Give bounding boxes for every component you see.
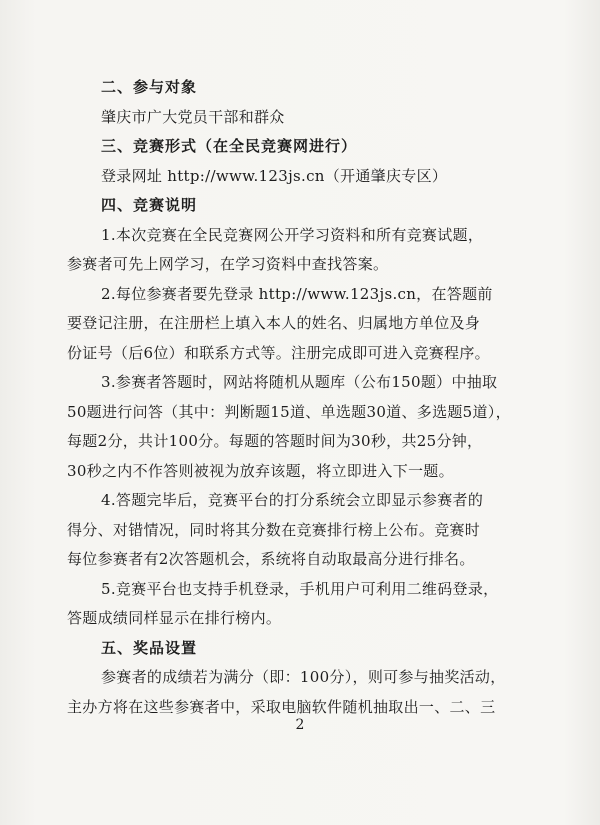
paragraph-line: 50题进行问答（其中：判断题15道、单选题30道、多选题5道）， xyxy=(67,403,511,421)
paragraph-line: 30秒之内不作答则被视为放弃该题，将立即进入下一题。 xyxy=(67,462,454,480)
section-heading-prizes: 五、奖品设置 xyxy=(101,639,198,657)
paragraph-line: 参赛者的成绩若为满分（即：100分），则可参与抽奖活动， xyxy=(101,668,506,686)
section-heading-format: 三、竞赛形式（在全民竞赛网进行） xyxy=(101,137,358,155)
paragraph-line: 肇庆市广大党员干部和群众 xyxy=(101,108,285,126)
section-heading-instructions: 四、竞赛说明 xyxy=(101,196,198,214)
paragraph-line: 登录网址 http://www.123js.cn（开通肇庆专区） xyxy=(101,167,448,185)
paragraph-line: 2.每位参赛者要先登录 http://www.123js.cn，在答题前 xyxy=(101,285,493,303)
paragraph-line: 3.参赛者答题时，网站将随机从题库（公布150题）中抽取 xyxy=(101,373,498,391)
paragraph-line: 4.答题完毕后，竞赛平台的打分系统会立即显示参赛者的 xyxy=(101,491,484,509)
paragraph-line: 5.竞赛平台也支持手机登录，手机用户可利用二维码登录， xyxy=(101,580,499,598)
paragraph-line: 1.本次竞赛在全民竞赛网公开学习资料和所有竞赛试题， xyxy=(101,226,484,244)
paragraph-line: 答题成绩同样显示在排行榜内。 xyxy=(67,609,282,627)
paragraph-line: 参赛者可先上网学习，在学习资料中查找答案。 xyxy=(67,255,389,273)
paragraph-line: 每题2分，共计100分。每题的答题时间为30秒，共25分钟， xyxy=(67,432,483,450)
paragraph-line: 主办方将在这些参赛者中，采取电脑软件随机抽取出一、二、三 xyxy=(67,698,496,716)
paragraph-line: 份证号（后6位）和联系方式等。注册完成即可进入竞赛程序。 xyxy=(67,344,490,362)
paragraph-line: 每位参赛者有2次答题机会，系统将自动取最高分进行排名。 xyxy=(67,550,475,568)
paragraph-line: 得分、对错情况，同时将其分数在竞赛排行榜上公布。竞赛时 xyxy=(67,521,481,539)
section-heading-participants: 二、参与对象 xyxy=(101,78,198,96)
paragraph-line: 要登记注册，在注册栏上填入本人的姓名、归属地方单位及身 xyxy=(67,314,481,332)
page-number: 2 xyxy=(295,717,305,733)
